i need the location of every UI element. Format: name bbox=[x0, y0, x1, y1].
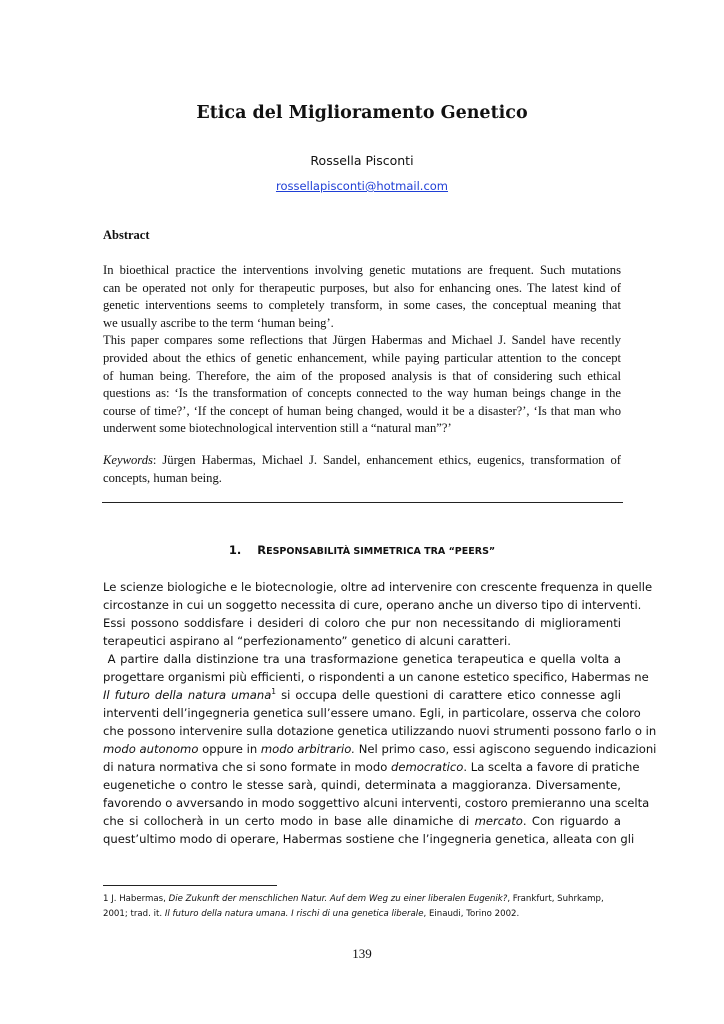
italic-term: mercato bbox=[474, 814, 523, 828]
abstract-line: This paper compares some reflections that Jürgen Habermas and Michael J. Sandel have recently bbox=[103, 333, 621, 348]
body-line: interventi dell’ingegneria genetica sull’essere umano. Egli, in particolare, osserva che coloro bbox=[103, 706, 641, 720]
paper-title: Etica del Miglioramento Genetico bbox=[196, 103, 528, 123]
body-line: Le scienze biologiche e le biotecnologie, oltre ad intervenire con crescente frequenza in quelle bbox=[103, 580, 653, 594]
italic-term: modo arbitrario. bbox=[260, 742, 356, 756]
body-fragment: . Con riguardo a bbox=[522, 814, 621, 828]
body-line: circostanze in cui un soggetto necessita di cure, operano anche un diverso tipo di interventi. bbox=[103, 598, 642, 612]
footnote bbox=[103, 892, 621, 922]
footnote-line bbox=[103, 907, 621, 922]
abstract-line: questions as: ‘Is the transformation of concepts connected to the way human beings change in the bbox=[103, 386, 621, 401]
abstract-line: provided about the ethics of genetic enhancement, while paying particular attention to the concept bbox=[103, 350, 621, 365]
abstract-heading: Abstract bbox=[103, 228, 150, 242]
abstract-line: underwent some biotechnological intervention still a “natural man”?’ bbox=[103, 421, 452, 436]
footnote-fragment: 2001; trad. it. bbox=[103, 909, 165, 919]
footnote-fragment: , Einaudi, Torino 2002. bbox=[423, 909, 520, 919]
body-line: A partire dalla distinzione tra una trasformazione genetica terapeutica e quella volta a bbox=[103, 652, 621, 666]
footnote-italic: Die Zukunft der menschlichen Natur. Auf dem Weg zu einer liberalen Eugenik? bbox=[168, 894, 508, 904]
body-line: terapeutici aspirano al “perfezionamento” genetico di alcuni caratteri. bbox=[103, 634, 511, 648]
section-title-rest: ESPONSABILITÀ SIMMETRICA TRA “PEERS” bbox=[266, 546, 496, 557]
page-number: 139 bbox=[352, 946, 372, 961]
body-line: che possono intervenire sulla dotazione genetica utilizzando nuovi strumenti possono farlo o in bbox=[103, 724, 657, 738]
body-fragment: Nel primo caso, essi agiscono seguendo indicazioni bbox=[355, 742, 657, 756]
footnote-line bbox=[103, 892, 621, 907]
book-title-italic: Il futuro della natura umana bbox=[103, 688, 272, 702]
footnote-separator bbox=[103, 885, 277, 886]
footnote-fragment: , Frankfurt, Suhrkamp, bbox=[507, 894, 604, 904]
abstract-paragraph-1 bbox=[103, 262, 621, 438]
abstract-line: In bioethical practice the interventions involving genetic mutations are frequent. Such mutations bbox=[103, 263, 621, 277]
section-number: 1. bbox=[228, 543, 242, 557]
body-line bbox=[103, 758, 640, 776]
section-title-initial: R bbox=[257, 543, 267, 557]
body-fragment: di natura normativa che si sono formate in modo bbox=[103, 760, 392, 774]
body-fragment: si occupa delle questioni di carattere etico connesse agli bbox=[276, 688, 621, 702]
keywords-label: Keywords bbox=[103, 453, 153, 467]
keywords-paragraph bbox=[103, 452, 621, 487]
body-line: Essi possono soddisfare i desideri di coloro che pur non necessitando di miglioramenti bbox=[103, 616, 621, 630]
body-line: quest’ultimo modo di operare, Habermas sostiene che l’ingegneria genetica, alleata con gli bbox=[103, 832, 635, 846]
abstract-line: of human being. Therefore, the aim of the proposed analysis is that of considering such ethical bbox=[103, 368, 621, 383]
body-fragment: . La scelta a favore di pratiche bbox=[463, 760, 640, 774]
footnote-fragment: 1 J. Habermas, bbox=[103, 894, 169, 904]
keywords-line: concepts, human being. bbox=[103, 470, 222, 485]
keywords-line bbox=[103, 452, 621, 470]
author-email-link[interactable]: rossellapisconti@hotmail.com bbox=[275, 179, 449, 193]
body-line: progettare organismi più efficienti, o rispondenti a un canone estetico specifico, Habermas ne bbox=[103, 670, 649, 684]
body-fragment: oppure in bbox=[198, 742, 261, 756]
body-fragment: che si collocherà in un certo modo in base alle dinamiche di bbox=[103, 814, 475, 828]
body-line: favorendo o avversando in modo soggettivo alcuni interventi, costoro premieranno una scelta bbox=[103, 796, 650, 810]
body-line: eugenetiche o contro le stesse sarà, quindi, determinata a maggioranza. Diversamente, bbox=[103, 778, 621, 792]
author-name: Rossella Pisconti bbox=[310, 153, 414, 168]
body-text bbox=[103, 578, 657, 848]
body-line bbox=[103, 740, 657, 758]
italic-term: democratico bbox=[391, 760, 464, 774]
section-heading bbox=[0, 543, 724, 557]
abstract-line: we usually ascribe to the term ‘human being’. bbox=[103, 315, 334, 330]
footnote-ref: 1 bbox=[271, 687, 277, 697]
abstract-line: genetic interventions seems to completely transform, in some cases, the conceptual meaning that bbox=[103, 298, 621, 313]
body-line bbox=[103, 812, 621, 830]
abstract-line: can be operated not only for therapeutic purposes, but also for enhancing ones. The latest kind of bbox=[103, 280, 621, 295]
abstract-line: course of time?’, ‘If the concept of human being changed, would it be a disaster?’, ‘Is that man who bbox=[103, 403, 621, 418]
footnote-italic: Il futuro della natura umana. I rischi di una genetica liberale bbox=[164, 909, 424, 919]
body-line bbox=[103, 686, 621, 704]
keywords-text: : Jürgen Habermas, Michael J. Sandel, enhancement ethics, eugenics, transformation of bbox=[152, 453, 621, 467]
italic-term: modo autonomo bbox=[103, 742, 199, 756]
divider-rule bbox=[102, 502, 623, 503]
